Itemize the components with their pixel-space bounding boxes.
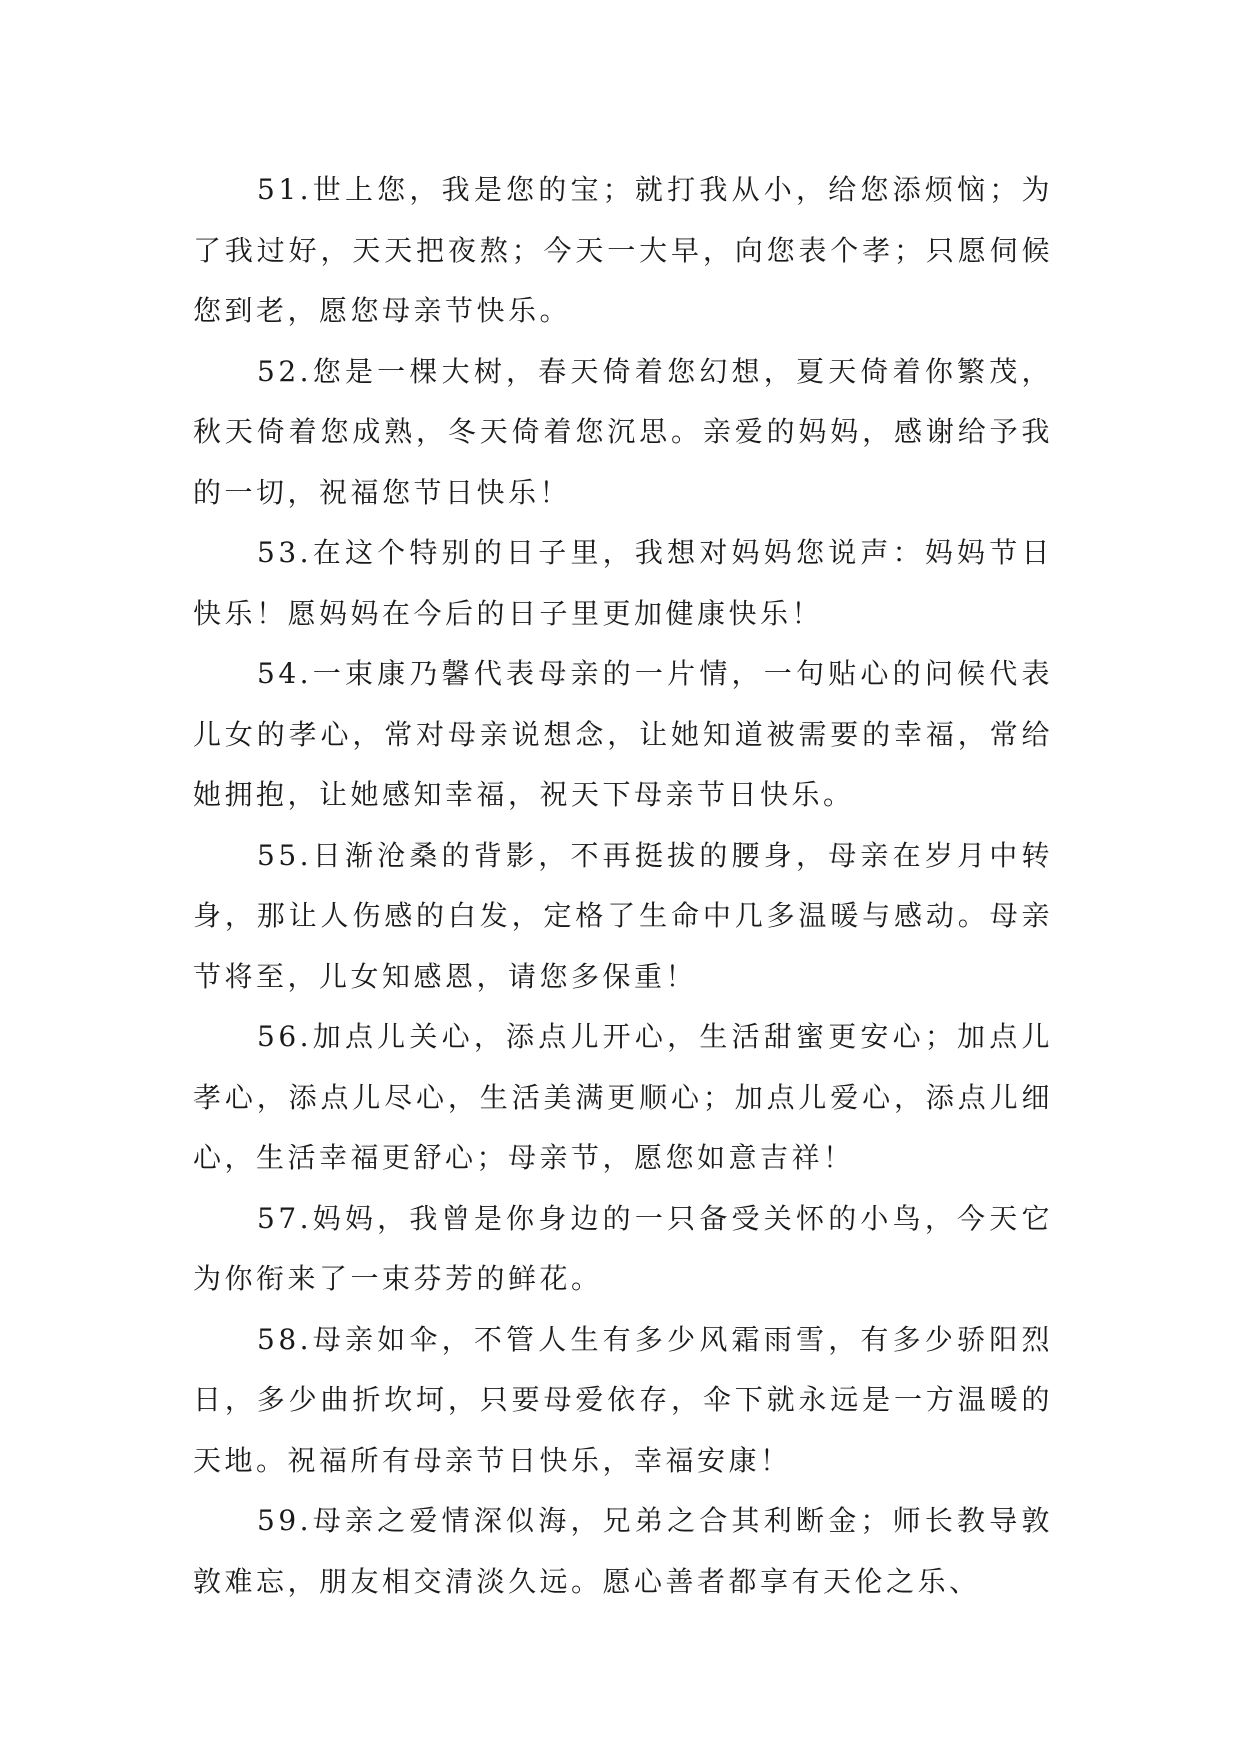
paragraph-52: 52.您是一棵大树，春天倚着您幻想，夏天倚着你繁茂，秋天倚着您成熟，冬天倚着您沉思。亲爱的妈妈，感谢给予我的一切，祝福您节日快乐！ [193, 354, 1053, 509]
paragraph-58: 58.母亲如伞，不管人生有多少风霜雨雪，有多少骄阳烈日，多少曲折坎坷，只要母爱依存，伞下就永远是一方温暖的天地。祝福所有母亲节日快乐，幸福安康！ [193, 1322, 1053, 1477]
document-page [193, 160, 1053, 1612]
paragraph-51: 51.世上您，我是您的宝；就打我从小，给您添烦恼；为了我过好，天天把夜熬；今天一大早，向您表个孝；只愿伺候您到老，愿您母亲节快乐。 [193, 173, 1053, 327]
paragraph-55: 55.日渐沧桑的背影，不再挺拔的腰身，母亲在岁月中转身，那让人伤感的白发，定格了生命中几多温暖与感动。母亲节将至，儿女知感恩，请您多保重！ [193, 838, 1053, 993]
paragraph-56: 56.加点儿关心，添点儿开心，生活甜蜜更安心；加点儿孝心，添点儿尽心，生活美满更顺心；加点儿爱心，添点儿细心，生活幸福更舒心；母亲节，愿您如意吉祥！ [193, 1020, 1053, 1174]
paragraph-54: 54.一束康乃馨代表母亲的一片情，一句贴心的问候代表儿女的孝心，常对母亲说想念，让她知道被需要的幸福，常给她拥抱，让她感知幸福，祝天下母亲节日快乐。 [193, 657, 1053, 811]
paragraph-59: 59.母亲之爱情深似海，兄弟之合其利断金；师长教导敦敦难忘，朋友相交清淡久远。愿心善者都享有天伦之乐、 [193, 1504, 1053, 1598]
paragraph-53: 53.在这个特别的日子里，我想对妈妈您说声：妈妈节日快乐！愿妈妈在今后的日子里更加健康快乐！ [193, 536, 1053, 630]
paragraph-57: 57.妈妈，我曾是你身边的一只备受关怀的小鸟，今天它为你衔来了一束芬芳的鲜花。 [193, 1201, 1053, 1295]
